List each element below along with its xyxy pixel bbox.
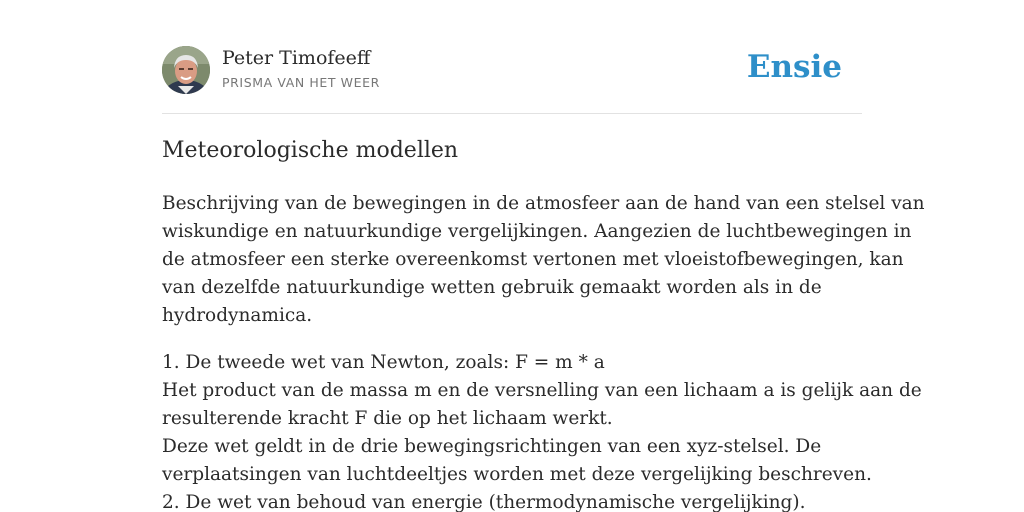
paragraph-line: Deze wet geldt in de drie bewegingsrichtingen van een xyz-stelsel. De	[162, 436, 822, 457]
paragraph-line: de atmosfeer een sterke overeenkomst vertonen met vloeistofbewegingen, kan	[162, 249, 904, 270]
author-publication[interactable]: PRISMA VAN HET WEER	[222, 75, 380, 90]
laws-paragraph	[162, 349, 922, 512]
paragraph-line: Het product van de massa m en de versnelling van een lichaam a is gelijk aan de	[162, 380, 922, 401]
paragraph-line: 1. De tweede wet van Newton, zoals: F = m * a	[162, 352, 605, 373]
ensie-logo[interactable]: Ensie	[746, 49, 842, 85]
paragraph-line: Beschrijving van de bewegingen in de atmosfeer aan de hand van een stelsel van	[162, 193, 925, 214]
paragraph-line: 2. De wet van behoud van energie (thermodynamische vergelijking).	[162, 492, 806, 512]
paragraph-line: verplaatsingen van luchtdeeltjes worden met deze vergelijking beschreven.	[162, 464, 872, 485]
intro-paragraph	[162, 190, 925, 330]
author-avatar[interactable]	[162, 46, 210, 94]
paragraph-line: van dezelfde natuurkundige wetten gebruik gemaakt worden als in de	[162, 277, 822, 298]
author-name[interactable]: Peter Timofeeff	[222, 47, 371, 69]
paragraph-line: wiskundige en natuurkundige vergelijkingen. Aangezien de luchtbewegingen in	[162, 221, 912, 242]
article-body	[162, 190, 925, 512]
article-header	[162, 46, 862, 96]
article-title: Meteorologische modellen	[162, 138, 459, 163]
header-divider	[162, 113, 862, 114]
paragraph-line: resulterende kracht F die op het lichaam werkt.	[162, 408, 613, 429]
author-portrait-image	[162, 46, 210, 94]
paragraph-line: hydrodynamica.	[162, 305, 313, 326]
